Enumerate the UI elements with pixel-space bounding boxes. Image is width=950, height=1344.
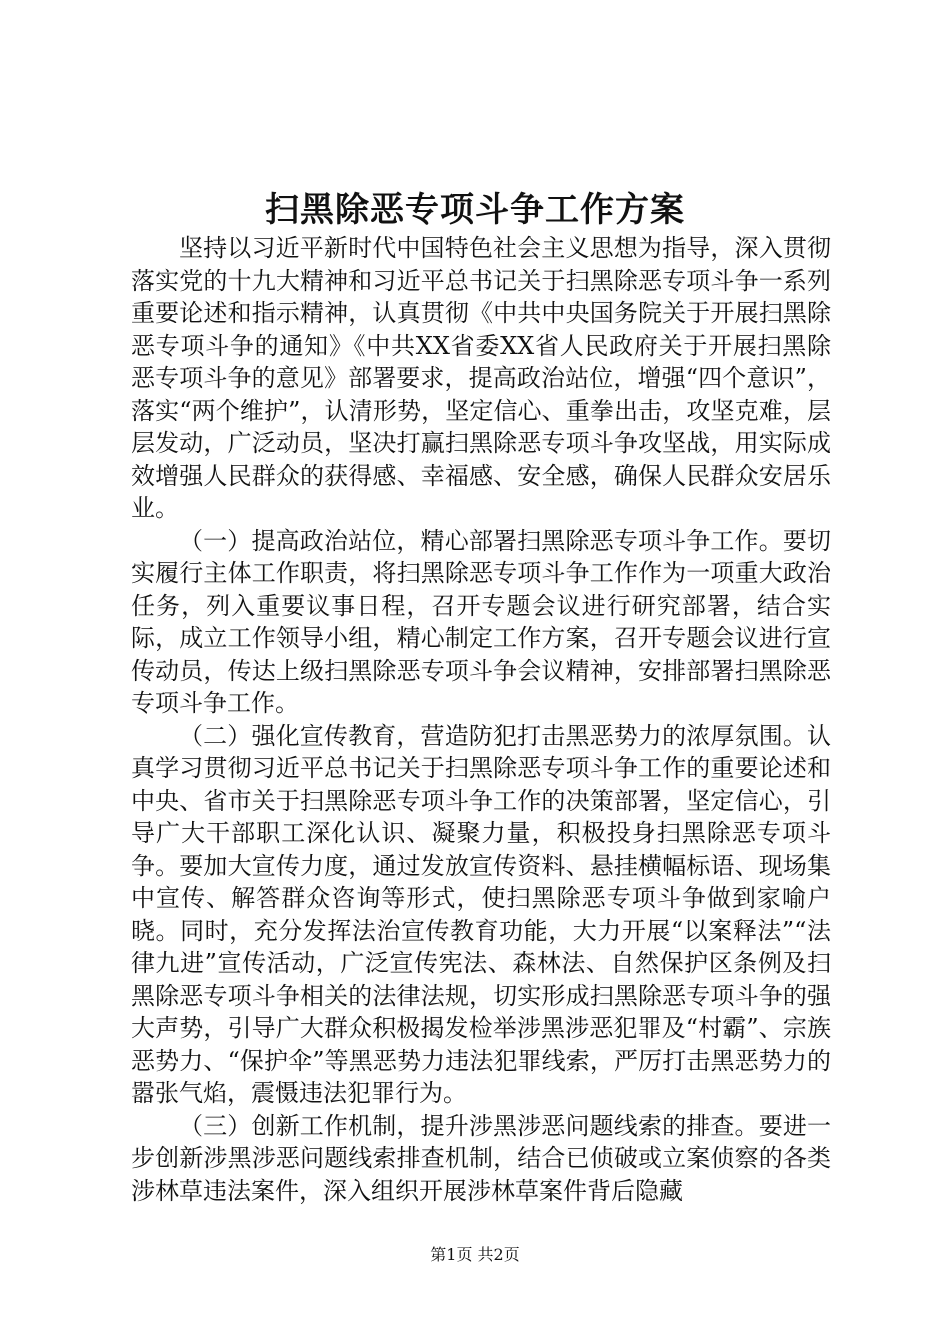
paragraph-section-1: （一）提高政治站位，精心部署扫黑除恶专项斗争工作。要切实履行主体工作职责，将扫黑除恶专项斗争工作作为一项重大政治任务，列入重要议事日程，召开专题会议进行研究部署，结合实际，成立工作领导小组，精心制定工作方案，召开专题会议进行宣传动员，传达上级扫黑除恶专项斗争会议精神，安排部署扫黑除恶专项斗争工作。 — [131, 526, 831, 717]
paragraph-intro: 坚持以习近平新时代中国特色社会主义思想为指导，深入贯彻落实党的十九大精神和习近平总书记关于扫黑除恶专项斗争一系列重要论述和指示精神，认真贯彻《中共中央国务院关于开展扫黑除恶专项斗争的通知》《中共XX省委XX省人民政府关于开展扫黑除恶专项斗争的意见》部署要求，提高政治站位，增强“四个意识”，落实“两个维护”，认清形势，坚定信心、重拳出击，攻坚克难，层层发动，广泛动员，坚决打赢扫黑除恶专项斗争攻坚战，用实际成效增强人民群众的获得感、幸福感、安全感，确保人民群众安居乐业。 — [131, 234, 831, 522]
page-number-footer: 第1页 共2页 — [430, 1245, 520, 1264]
document-title: 扫黑除恶专项斗争工作方案 — [265, 190, 685, 230]
document-body — [131, 232, 831, 1207]
paragraph-section-3: （三）创新工作机制，提升涉黑涉恶问题线索的排查。要进一步创新涉黑涉恶问题线索排查机制，结合已侦破或立案侦察的各类涉林草违法案件，深入组织开展涉林草案件背后隐藏 — [131, 1111, 831, 1205]
paragraph-section-2: （二）强化宣传教育，营造防犯打击黑恶势力的浓厚氛围。认真学习贯彻习近平总书记关于扫黑除恶专项斗争工作的重要论述和中央、省市关于扫黑除恶专项斗争工作的决策部署，坚定信心，引导广大干部职工深化认识、凝聚力量，积极投身扫黑除恶专项斗争。要加大宣传力度，通过发放宣传资料、悬挂横幅标语、现场集中宣传、解答群众咨询等形式，使扫黑除恶专项斗争做到家喻户晓。同时，充分发挥法治宣传教育功能，大力开展“以案释法”“法律九进”宣传活动，广泛宣传宪法、森林法、自然保护区条例及扫黑除恶专项斗争相关的法律法规，切实形成扫黑除恶专项斗争的强大声势，引导广大群众积极揭发检举涉黑涉恶犯罪及“村霸”、宗族恶势力、“保护伞”等黑恶势力违法犯罪线索，严厉打击黑恶势力的嚣张气焰，震慑违法犯罪行为。 — [131, 721, 831, 1107]
